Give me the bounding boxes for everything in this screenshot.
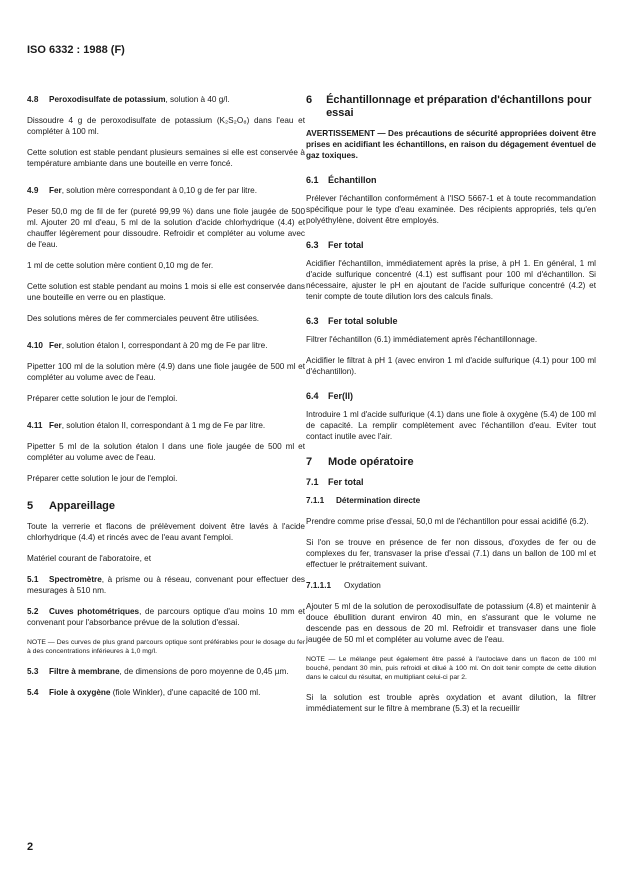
paragraph: Ajouter 5 ml de la solution de peroxodisulfate de potassium (4.8) et maintenir à douce ébullition durant environ 40 min, en s'assurant que le volume ne descende pas en dessous de 20 ml. Refroidir et transvaser dans une fiole jaugée de 50 ml et compléter au volume avec de l'eau. xyxy=(306,602,596,644)
section-5-heading: 5 Appareillage xyxy=(27,500,116,512)
section-4-11-heading: 4.11 Fer, solution étalon II, correspondant à 1 mg de Fe par litre. xyxy=(27,421,266,430)
section-6-1-heading: 6.1 Échantillon xyxy=(306,175,377,185)
paragraph: Prélever l'échantillon conformément à l'ISO 5667-1 et à toute recommandation spécifique pour le type d'eau examinée. Des récipients appropriés, tels qu'en polyéthylène, doivent être employés. xyxy=(306,194,596,225)
paragraph: Acidifier le filtrat à pH 1 (avec environ 1 ml d'acide sulfurique (4.1) pour 100 ml d'échantillon). xyxy=(306,356,596,376)
section-5-2-heading: 5.2 Cuves photométriques, de parcours optique d'au moins 10 mm et convenant pour l'absorbance prévue de la solution d'essai. xyxy=(27,607,306,627)
paragraph: Des solutions mères de fer commerciales peuvent être utilisées. xyxy=(27,314,260,323)
document-header: ISO 6332 : 1988 (F) xyxy=(27,44,125,56)
paragraph: Si la solution est trouble après oxydation et avant dilution, la filtrer immédiatement sur le filtre à membrane (5.3) et la recueillir xyxy=(306,693,596,713)
paragraph: Filtrer l'échantillon (6.1) immédiatement après l'échantillonnage. xyxy=(306,335,538,344)
paragraph: Peser 50,0 mg de fil de fer (pureté 99,99 %) dans une fiole jaugée de 500 ml. Ajouter 20 ml d'eau, 5 ml de la solution d'acide chlorhydrique (4.4) et chauffer légèrement pour dissoudre. Refroidir et compléter au volume avec de l'eau. xyxy=(27,207,305,249)
section-4-8-heading: 4.8 Peroxodisulfate de potassium, solution à 40 g/l. xyxy=(27,95,230,104)
paragraph: Pipetter 100 ml de la solution mère (4.9) dans une fiole jaugée de 500 ml et compléter au volume avec de l'eau. xyxy=(27,362,305,382)
note: NOTE — Le mélange peut également être passé à l'autoclave dans un flacon de 100 ml bouché, pendant 30 min, puis refroidi et dilué à 100 ml. On doit tenir compte de cette dilution dans le calcul du résultat, en multipliant celui-ci par 2. xyxy=(306,656,596,681)
paragraph: Cette solution est stable pendant plusieurs semaines si elle est conservée à température ambiante dans une bouteille en verre foncé. xyxy=(27,148,305,168)
paragraph: Dissoudre 4 g de peroxodisulfate de potassium (K₂S₂O₈) dans l'eau et compléter à 100 ml. xyxy=(27,116,305,136)
section-4-10-heading: 4.10 Fer, solution étalon I, correspondant à 20 mg de Fe par litre. xyxy=(27,341,268,350)
paragraph: Si l'on se trouve en présence de fer non dissous, d'oxydes de fer ou de complexes du fer, transvaser la prise d'essai (7.1) dans un ballon de 100 ml et effectuer le prétraitement suivant. xyxy=(306,538,596,569)
paragraph: Matériel courant de l'aboratoire, et xyxy=(27,554,151,563)
section-6-heading: 6 Échantillonnage et préparation d'échantillons pour essai xyxy=(306,94,592,119)
section-6-4-heading: 6.4 Fer(II) xyxy=(306,391,354,401)
paragraph: Pipetter 5 ml de la solution étalon I dans une fiole jaugée de 500 ml et compléter au volume avec de l'eau. xyxy=(27,442,305,462)
section-6-3-soluble-heading: 6.3 Fer total soluble xyxy=(306,316,398,326)
paragraph: 1 ml de cette solution mère contient 0,10 mg de fer. xyxy=(27,261,214,270)
paragraph: Toute la verrerie et flacons de prélèvement doivent être lavés à l'acide chlorhydrique (4.4) et rincés avec de l'eau avant l'emploi. xyxy=(27,522,305,542)
section-6-3-heading: 6.3 Fer total xyxy=(306,240,364,250)
page-number: 2 xyxy=(27,841,34,853)
paragraph: Préparer cette solution le jour de l'emploi. xyxy=(27,394,178,403)
left-column xyxy=(27,94,305,708)
section-5-4-heading: 5.4 Fiole à oxygène (fiole Winkler), d'une capacité de 100 ml. xyxy=(27,688,261,697)
paragraph: Préparer cette solution le jour de l'emploi. xyxy=(27,474,178,483)
section-5-3-heading: 5.3 Filtre à membrane, de dimensions de poro moyenne de 0,45 µm. xyxy=(27,667,289,676)
section-4-9-heading: 4.9 Fer, solution mère correspondant à 0,10 g de fer par litre. xyxy=(27,186,257,195)
section-7-heading: 7 Mode opératoire xyxy=(306,456,414,468)
paragraph: Acidifier l'échantillon, immédiatement après la prise, à pH 1. En général, 1 ml d'acide sulfurique concentré (4.1) est suffisant pour 100 ml d'échantillon. Si nécessaire, ajuster le pH en ajoutant de l'acide sulfurique concentré (4.2) et tenir compte de toute dilution lors des calculs finals. xyxy=(306,259,596,301)
section-7-1-1-1-heading: 7.1.1.1 Oxydation xyxy=(306,581,381,590)
paragraph: Prendre comme prise d'essai, 50,0 ml de l'échantillon pour essai acidifié (6.2). xyxy=(306,517,589,526)
paragraph: Cette solution est stable pendant au moins 1 mois si elle est conservée dans une bouteille en verre ou en plastique. xyxy=(27,282,305,302)
section-5-1-heading: 5.1 Spectromètre, à prisme ou à réseau, convenant pour effectuer des mesurages à 510 nm. xyxy=(27,575,305,595)
section-7-1-heading: 7.1 Fer total xyxy=(306,477,364,487)
warning: AVERTISSEMENT — Des précautions de sécurité appropriées doivent être prises en acidifiant les échantillons, en raison du dégagement éventuel de gaz toxiques. xyxy=(306,129,596,160)
section-7-1-1-heading: 7.1.1 Détermination directe xyxy=(306,496,421,505)
note: NOTE — Des curves de plus grand parcours optique sont préférables pour le dosage du fer à des concentrations inférieures à 1,0 mg/l. xyxy=(27,639,305,655)
paragraph: Introduire 1 ml d'acide sulfurique (4.1) dans une fiole à oxygène (5.4) de 100 ml de capacité. La remplir complètement avec l'échantillon d'eau. Eviter tout contact inutile avec l'air. xyxy=(306,410,596,441)
right-column xyxy=(306,94,596,724)
